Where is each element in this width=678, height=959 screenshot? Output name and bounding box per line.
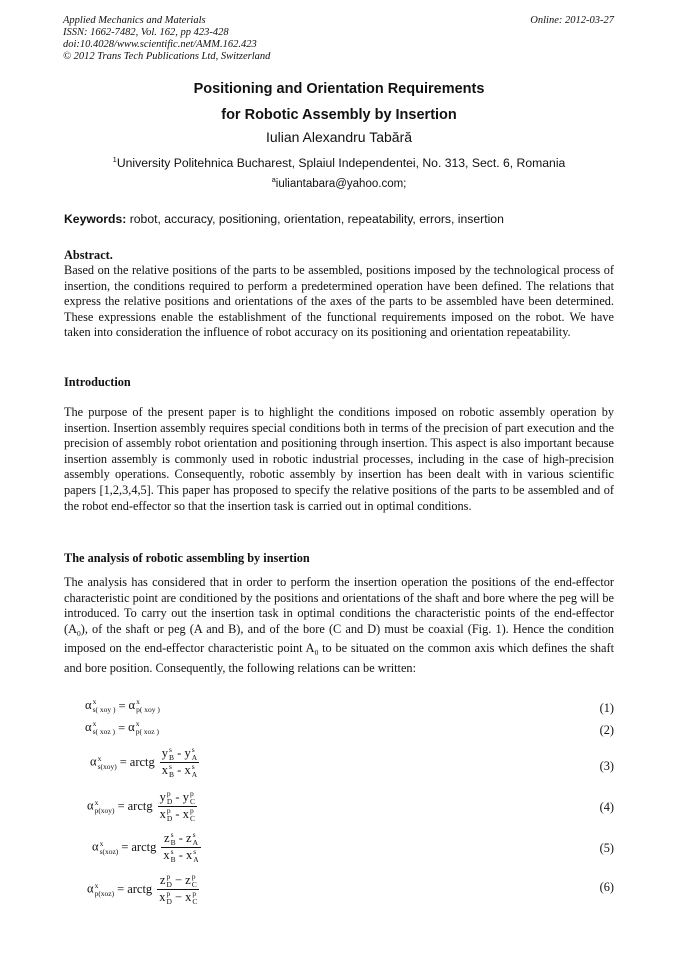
eq-sup: p <box>189 789 194 799</box>
eq-sub: s(xoz) <box>99 846 119 856</box>
eq-fraction <box>157 873 199 906</box>
paper-title-line-1: Positioning and Orientation Requirements <box>193 81 485 97</box>
affiliation <box>0 155 678 171</box>
equation-2-number: (2) <box>599 723 614 737</box>
author-email <box>0 176 678 192</box>
equation-6-number: (6) <box>599 880 614 894</box>
eq-sup: s <box>191 762 195 772</box>
eq-alpha: α <box>90 754 97 769</box>
eq-sub: C <box>191 880 197 890</box>
eq-equals: = <box>118 698 126 713</box>
analysis-text-part-3: to be situated on the common axis which defines the shaft and bore position. Consequently, the following relations can be written: <box>64 641 614 675</box>
eq-sup: x <box>99 838 104 848</box>
eq-var: x <box>186 848 193 863</box>
eq-sup: x <box>135 719 140 729</box>
eq-sub: B <box>170 855 176 865</box>
eq-arctg: arctg <box>131 840 157 855</box>
equation-3-number: (3) <box>599 759 614 773</box>
eq-sup: p <box>166 806 171 816</box>
doi-line: doi:10.4028/www.scientific.net/AMM.162.423 <box>63 39 257 50</box>
paper-title-line-2: for Robotic Assembly by Insertion <box>221 107 457 123</box>
eq-sub: p(xoz) <box>94 888 115 898</box>
eq-sup: x <box>94 797 99 807</box>
eq-sub: p( xoz ) <box>135 727 160 737</box>
eq-minus: - <box>175 790 180 804</box>
eq-sub: s( xoz ) <box>92 727 116 737</box>
eq-sub: A <box>192 838 199 848</box>
eq-fraction <box>160 746 199 779</box>
eq-alpha: α <box>128 698 136 712</box>
analysis-subscript-a0-b: 0 <box>314 648 319 658</box>
eq-sub: D <box>166 897 172 907</box>
eq-sup: x <box>92 719 97 729</box>
eq-sup: s <box>169 762 172 772</box>
eq-var: z <box>159 873 166 887</box>
eq-sub: C <box>192 897 198 907</box>
analysis-text <box>64 575 614 677</box>
eq-var: y <box>159 790 166 804</box>
equation-4 <box>87 789 197 824</box>
eq-var: z <box>186 831 192 845</box>
eq-sup: p <box>189 806 194 816</box>
journal-header <box>63 15 270 63</box>
eq-sup: s <box>169 745 172 755</box>
eq-sub: A <box>191 753 198 763</box>
affiliation-text: University Politehnica Bucharest, Splaiul Independentei, No. 313, Sect. 6, Romania <box>116 156 566 170</box>
eq-sup: x <box>94 880 99 890</box>
equation-1-number: (1) <box>599 701 614 715</box>
eq-alpha: α <box>128 720 135 734</box>
eq-fraction <box>161 831 200 864</box>
eq-sub: s(xoy) <box>97 761 117 771</box>
abstract-body <box>64 263 614 341</box>
analysis-heading: The analysis of robotic assembling by insertion <box>64 551 310 565</box>
equation-2 <box>85 720 159 744</box>
eq-sup: x <box>92 697 97 707</box>
eq-sup: p <box>166 872 171 882</box>
keywords-text: robot, accuracy, positioning, orientation, repeatability, errors, insertion <box>129 212 504 226</box>
analysis-subscript-a0: 0 <box>76 628 81 638</box>
eq-sup: p <box>192 889 197 899</box>
eq-sup: p <box>191 872 196 882</box>
eq-equals: = <box>121 840 129 855</box>
eq-sub: C <box>189 814 195 824</box>
eq-minus: - <box>177 763 182 778</box>
eq-sub: D <box>166 814 173 824</box>
eq-minus: - <box>178 848 183 863</box>
eq-alpha: α <box>85 698 92 712</box>
eq-var: x <box>185 890 192 905</box>
eq-var: x <box>159 890 166 905</box>
eq-var: x <box>182 807 189 822</box>
eq-var: x <box>159 807 166 822</box>
eq-sup: x <box>97 753 102 763</box>
keywords <box>64 211 504 227</box>
eq-sup: x <box>136 697 140 707</box>
eq-equals: = <box>117 882 125 897</box>
copyright-line: © 2012 Trans Tech Publications Ltd, Switzerland <box>63 51 271 62</box>
abstract-text: Based on the relative positions of the parts to be assembled, positions imposed by the technological process of insertion, the conditions required to perform a predetermined operation have been defined. The relations that express the relative positions and orientations of the axes of the parts to be assembled have been determined. These expressions enable the establishment of the functional requirements imposed on the robot. We have taken into consideration the influence of robot accuracy on its positioning and orientation repeatability. <box>64 263 614 340</box>
equation-5 <box>92 830 201 865</box>
eq-sup: s <box>170 847 174 857</box>
eq-sub: A <box>193 855 199 865</box>
equation-3 <box>90 745 199 780</box>
email-text: iuliantabara@yahoo.com; <box>275 178 407 190</box>
issn-line: ISSN: 1662-7482, Vol. 162, pp 423-428 <box>63 27 229 38</box>
online-date: Online: 2012-03-27 <box>530 15 614 26</box>
analysis-text-part-2: ), of the shaft or peg (A and B), and of the bore (C and D) must be coaxial (Fig. 1). Hence the condition imposed on the end-effector characteristic point A <box>64 621 614 656</box>
eq-equals: = <box>118 720 126 735</box>
equation-1 <box>85 698 160 722</box>
affiliation-mark: 1 <box>112 154 117 164</box>
introduction-body <box>64 405 614 514</box>
eq-sub: D <box>166 797 173 807</box>
eq-alpha: α <box>87 881 94 896</box>
eq-minus: − <box>174 890 183 905</box>
eq-sub: p(xoy) <box>94 805 115 815</box>
eq-var: x <box>184 763 191 778</box>
analysis-text-part-1: The analysis has considered that in order to perform the insertion operation the positions of the end-effector characteristic point are conditioned by the positions and orientations of the shaft and bore where the peg will be introduced. To carry out the insertion task in optimal conditions the characteristic points of the end-effector (A <box>64 575 614 636</box>
eq-sup: s <box>170 830 174 840</box>
eq-var: y <box>182 790 189 804</box>
introduction-heading: Introduction <box>64 375 131 389</box>
equation-4-number: (4) <box>599 800 614 814</box>
eq-sub: B <box>169 753 175 763</box>
eq-arctg: arctg <box>127 882 153 897</box>
eq-var: y <box>184 746 191 760</box>
eq-var: z <box>164 831 170 845</box>
eq-fraction <box>158 790 197 823</box>
eq-sub: B <box>169 770 175 780</box>
eq-var: z <box>185 873 191 887</box>
eq-arctg: arctg <box>127 799 153 814</box>
author-name: Iulian Alexandru Tabără <box>265 129 413 145</box>
eq-sup: s <box>191 745 195 755</box>
eq-var: x <box>163 848 170 863</box>
abstract-heading: Abstract. <box>64 248 113 262</box>
eq-alpha: α <box>87 798 94 813</box>
eq-sub: s( xoy ) <box>92 705 116 715</box>
eq-var: x <box>161 763 169 778</box>
eq-alpha: α <box>92 839 99 854</box>
eq-sup: p <box>166 789 171 799</box>
eq-sub: D <box>166 880 172 890</box>
eq-minus: − <box>174 873 183 887</box>
eq-sup: p <box>166 889 171 899</box>
email-mark: a <box>271 175 276 185</box>
equation-6 <box>87 872 199 907</box>
eq-sup: s <box>193 847 197 857</box>
eq-sup: s <box>192 830 196 840</box>
eq-arctg: arctg <box>129 755 155 770</box>
eq-equals: = <box>119 755 127 770</box>
eq-var: y <box>161 746 169 760</box>
eq-minus: - <box>178 831 183 845</box>
equation-5-number: (5) <box>599 841 614 855</box>
eq-minus: - <box>177 746 182 760</box>
eq-minus: - <box>175 807 180 822</box>
keywords-label: Keywords: <box>64 212 127 226</box>
eq-sub: p( xoy ) <box>136 705 160 715</box>
eq-sub: B <box>170 838 176 848</box>
eq-alpha: α <box>85 720 92 734</box>
eq-equals: = <box>117 799 125 814</box>
analysis-body <box>64 575 614 677</box>
introduction-text: The purpose of the present paper is to highlight the conditions imposed on robotic assembly operation by insertion. Insertion assembly requires special conditions both in terms of the precision of part execution and the precision of assembly robot orientation and positioning through insertion. This aspect is also important because insertion assembly is commonly used in robotic industrial processes, including in the case of high-precision assembly operations. Consequently, robotic assembly by insertion has been dealt with in various scientific papers [1,2,3,4,5]. This paper has proposed to specify the relative positions of the parts to be assembled and of the robot end-effector so that the insertion task is carried out in optimal conditions. <box>64 405 614 513</box>
journal-name: Applied Mechanics and Materials <box>63 15 206 26</box>
eq-sub: A <box>191 770 198 780</box>
eq-sub: C <box>189 797 195 807</box>
